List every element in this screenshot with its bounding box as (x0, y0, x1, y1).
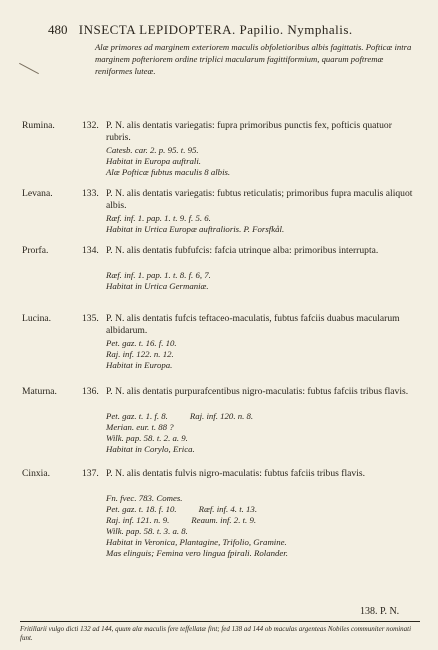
reference-text-secondary: Raj. inf. 120. n. 8. (189, 411, 254, 421)
species-description: P. N. alis dentatis fufcis teftaceo-maculatis, fubtus fafciis duabus macularum albidarum. (106, 313, 400, 336)
species-name: Rumina. (22, 120, 55, 131)
reference-text: Habitat in Veronica, Plantagine, Trifolio, Gramine. (106, 537, 287, 547)
species-number: 132. (82, 120, 99, 131)
reference-text: Raj. inf. 122. n. 12. (106, 349, 174, 359)
footnote: Fritillarii vulgo dicti 132 ad 144, quum alæ maculis fere teffellatæ fint; fed 138 ad 144 ob maculas argenteas Nobiles communiter nominati funt. (20, 625, 412, 642)
reference-line (106, 224, 418, 235)
reference-line (106, 213, 418, 224)
species-description: P. N. alis dentatis variegatis: fupra primoribus punctis fex, pofticis quatuor rubris. (106, 120, 392, 143)
reference-text: Pet. gaz. t. 16. f. 10. (106, 338, 177, 348)
page-title: INSECTA LEPIDOPTERA. Papilio. Nymphalis. (78, 22, 353, 37)
page-number: 480 (48, 22, 68, 37)
reference-text: Ræf. inf. 1. pap. 1. t. 9. f. 5. 6. (106, 213, 211, 223)
reference-line (106, 444, 418, 455)
reference-list (106, 145, 418, 178)
species-number: 135. (82, 313, 99, 324)
intro-paragraph: Alæ primores ad marginem exteriorem maculis obfoletioribus albis fagittatis. Pofticæ intra marginem pofteriorem ordine triplici macularum fagittiformium, quarum poftremæ reniformes luteæ. (95, 42, 412, 76)
reference-text: Alæ Pofticæ fubtus maculis 8 albis. (106, 167, 231, 177)
species-description: P. N. alis dentatis purpurafcentibus nigro-maculatis: fubtus fafciis tribus flavis. (106, 386, 409, 397)
reference-line (106, 526, 418, 537)
reference-text: Wilk. pap. 58. t. 3. a. 8. (106, 526, 188, 536)
reference-text: Merian. eur. t. 88 ? (106, 422, 174, 432)
reference-line (106, 270, 418, 281)
reference-list (106, 213, 418, 235)
species-number: 133. (82, 188, 99, 199)
footnote-rule (20, 621, 420, 622)
reference-line (106, 281, 418, 292)
reference-list (106, 270, 418, 292)
reference-list (106, 338, 418, 371)
reference-text: Habitat in Europa auftrali. (106, 156, 201, 166)
reference-text: Catesb. car. 2. p. 95. t. 95. (106, 145, 199, 155)
species-description: P. N. alis dentatis fulvis nigro-maculatis: fubtus fafciis tribus flavis. (106, 468, 365, 479)
reference-text: Pet. gaz. t. 18. f. 10. (106, 504, 177, 514)
reference-line (106, 360, 418, 371)
reference-line (106, 349, 418, 360)
reference-line (106, 548, 418, 559)
species-description: P. N. alis dentatis variegatis: fubtus reticulatis; primoribus fupra maculis aliquot albis. (106, 188, 413, 211)
reference-text: Habitat in Europa. (106, 360, 173, 370)
reference-list (106, 411, 418, 455)
reference-text: Raj. inf. 121. n. 9. (106, 515, 170, 525)
reference-text: Habitat in Urtica Europæ auftralioris. P. Forsfkål. (106, 224, 285, 234)
reference-text: Pet. gaz. t. 1. f. 8. (106, 411, 168, 421)
reference-line (106, 537, 418, 548)
reference-text: Habitat in Corylo, Erica. (106, 444, 195, 454)
species-number: 134. (82, 245, 99, 256)
reference-line (106, 156, 418, 167)
reference-text-secondary: Reaum. inf. 2. t. 9. (191, 515, 257, 525)
reference-line (106, 411, 418, 422)
running-header (48, 22, 353, 38)
species-name: Maturna. (22, 386, 57, 397)
reference-line (106, 504, 418, 515)
catchword: 138. P. N. (360, 606, 400, 617)
reference-line (106, 515, 418, 526)
reference-text: Wilk. pap. 58. t. 2. a. 9. (106, 433, 188, 443)
reference-line (106, 167, 418, 178)
reference-text-secondary: Ræf. inf. 4. t. 13. (198, 504, 258, 514)
species-name: Prorfa. (22, 245, 49, 256)
species-description: P. N. alis dentatis fubfufcis: fafcia utrinque alba: primoribus interrupta. (106, 245, 379, 256)
reference-text: Ræf. inf. 1. pap. 1. t. 8. f. 6, 7. (106, 270, 211, 280)
reference-text: Mas elinguis; Femina vero lingua fpirali. Rolander. (106, 548, 288, 558)
species-number: 137. (82, 468, 99, 479)
reference-line (106, 433, 418, 444)
reference-list (106, 493, 418, 559)
reference-text: Habitat in Urtica Germaniæ. (106, 281, 209, 291)
reference-line (106, 145, 418, 156)
reference-line (106, 493, 418, 504)
reference-line (106, 422, 418, 433)
reference-line (106, 338, 418, 349)
reference-text: Fn. fvec. 783. Comes. (106, 493, 183, 503)
margin-mark (19, 63, 39, 74)
species-name: Levana. (22, 188, 53, 199)
species-number: 136. (82, 386, 99, 397)
species-name: Lucina. (22, 313, 52, 324)
species-name: Cinxia. (22, 468, 50, 479)
